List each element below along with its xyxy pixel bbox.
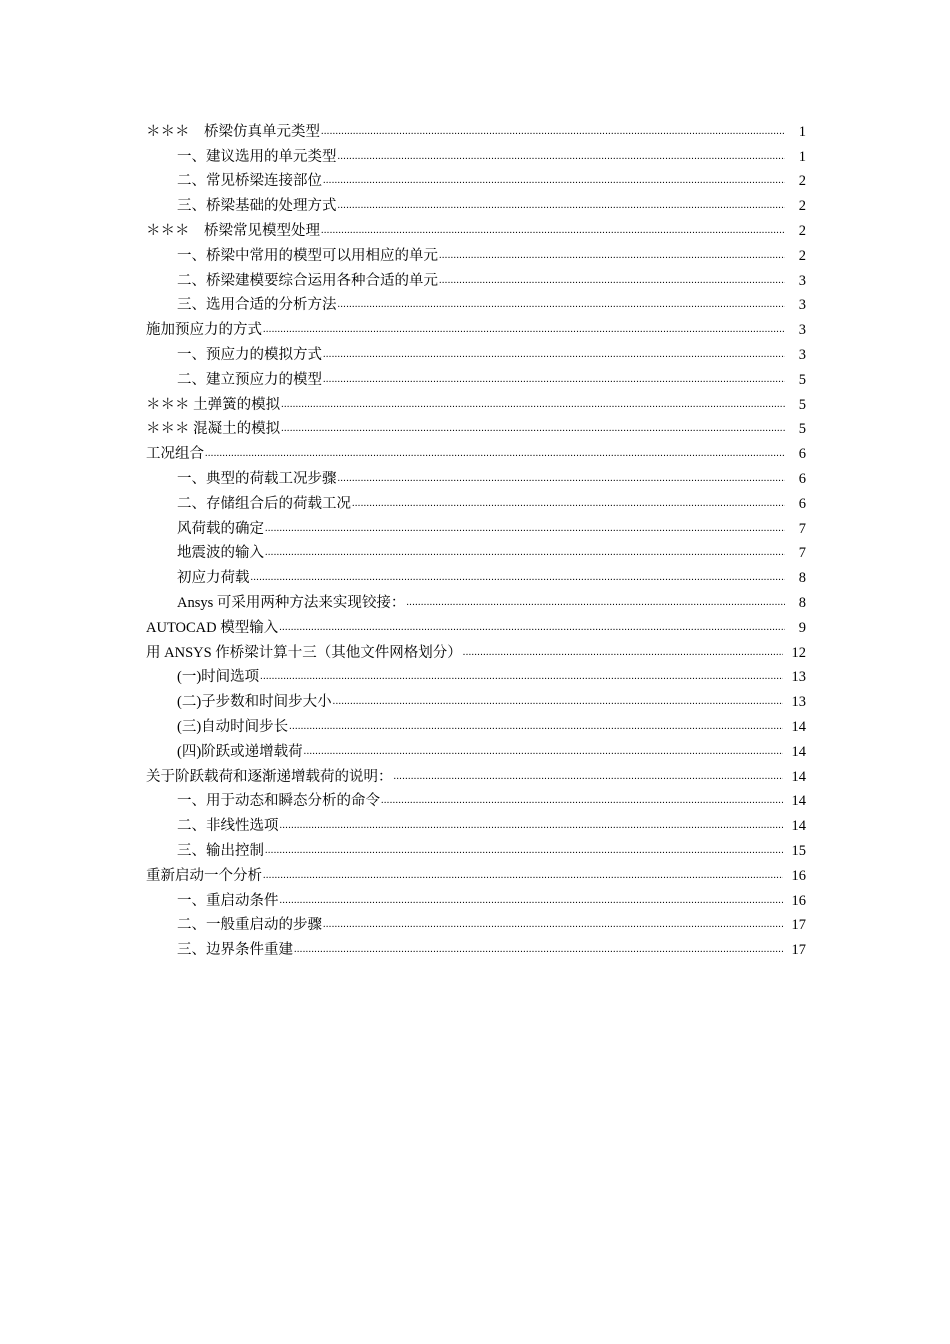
toc-dot-leader — [265, 844, 783, 858]
toc-entry[interactable] — [146, 934, 806, 959]
toc-entry-page-number: 8 — [798, 570, 806, 587]
toc-entry-page-number: 15 — [791, 842, 806, 859]
toc-entry[interactable] — [146, 662, 806, 687]
toc-entry-title: 风荷载的确定 — [177, 520, 264, 537]
toc-entry-title: 二、常见桥梁连接部位 — [177, 173, 322, 190]
toc-entry[interactable] — [146, 736, 806, 761]
toc-entry-title: 地震波的输入 — [177, 545, 264, 562]
toc-dot-leader — [323, 918, 783, 932]
toc-entry-page-number: 14 — [791, 718, 806, 735]
toc-entry-title: Ansys 可采用两种方法来实现铰接： — [177, 594, 406, 611]
toc-dot-leader — [289, 720, 782, 734]
toc-dot-leader — [381, 794, 783, 808]
toc-dot-leader — [263, 323, 785, 337]
toc-entry-page-number: 7 — [798, 545, 806, 562]
toc-entry-title: (二)子步数和时间步大小 — [177, 694, 332, 711]
toc-entry-title: 一、桥梁中常用的模型可以用相应的单元 — [177, 247, 438, 264]
toc-entry-page-number: 6 — [798, 446, 806, 463]
toc-entry-page-number: 8 — [798, 594, 806, 611]
toc-entry-title: 重新启动一个分析 — [146, 867, 262, 884]
toc-entry-page-number: 3 — [798, 272, 806, 289]
toc-dot-leader — [260, 670, 782, 684]
toc-entry[interactable] — [146, 265, 806, 290]
toc-entry-page-number: 14 — [791, 743, 806, 760]
toc-entry-title: 二、一般重启动的步骤 — [177, 917, 322, 934]
toc-entry-page-number: 14 — [791, 768, 806, 785]
toc-dot-leader — [338, 298, 786, 312]
toc-dot-leader — [323, 174, 785, 188]
toc-dot-leader — [338, 472, 786, 486]
toc-entry-title: 关于阶跃载荷和逐渐递增载荷的说明： — [146, 768, 393, 785]
toc-dot-leader — [463, 646, 783, 660]
toc-dot-leader — [265, 522, 785, 536]
toc-entry-title: 初应力荷载 — [177, 570, 250, 587]
toc-entry[interactable] — [146, 761, 806, 786]
toc-entry-page-number: 14 — [791, 818, 806, 835]
toc-entry-page-number: 16 — [791, 892, 806, 909]
toc-entry-title: 一、预应力的模拟方式 — [177, 346, 322, 363]
toc-entry[interactable] — [146, 885, 806, 910]
toc-entry-title: 三、边界条件重建 — [177, 942, 293, 959]
toc-entry-title: 一、用于动态和瞬态分析的命令 — [177, 793, 380, 810]
toc-entry[interactable] — [146, 711, 806, 736]
toc-entry-page-number: 3 — [798, 297, 806, 314]
toc-entry-title: 二、建立预应力的模型 — [177, 371, 322, 388]
toc-dot-leader — [280, 819, 783, 833]
toc-entry-title: 工况组合 — [146, 446, 204, 463]
toc-entry-page-number: 13 — [791, 694, 806, 711]
toc-dot-leader — [439, 249, 785, 263]
toc-dot-leader — [304, 745, 783, 759]
toc-entry-page-number: 17 — [791, 917, 806, 934]
toc-entry-page-number: 6 — [798, 495, 806, 512]
toc-entry[interactable] — [146, 637, 806, 662]
toc-dot-leader — [321, 224, 785, 238]
toc-entry-page-number: 3 — [798, 346, 806, 363]
toc-entry[interactable] — [146, 786, 806, 811]
table-of-contents — [146, 116, 806, 959]
toc-entry-title: AUTOCAD 模型输入 — [146, 619, 279, 636]
toc-entry-page-number: 2 — [798, 198, 806, 215]
toc-entry-page-number: 2 — [798, 222, 806, 239]
toc-entry[interactable] — [146, 290, 806, 315]
toc-entry-page-number: 17 — [791, 942, 806, 959]
toc-dot-leader — [281, 398, 785, 412]
toc-dot-leader — [333, 695, 783, 709]
toc-entry[interactable] — [146, 116, 806, 141]
toc-entry-title: 二、存储组合后的荷载工况 — [177, 495, 351, 512]
toc-dot-leader — [352, 497, 785, 511]
toc-entry-title: ＊＊＊ 土弹簧的模拟 — [146, 396, 281, 413]
toc-entry-page-number: 1 — [798, 148, 806, 165]
toc-entry[interactable] — [146, 835, 806, 860]
toc-entry-page-number: 2 — [798, 173, 806, 190]
toc-dot-leader — [205, 447, 785, 461]
toc-entry[interactable] — [146, 190, 806, 215]
toc-entry-title: ＊＊＊ 桥梁仿真单元类型 — [146, 123, 320, 140]
toc-entry[interactable] — [146, 612, 806, 637]
toc-dot-leader — [323, 348, 785, 362]
toc-dot-leader — [294, 943, 783, 957]
toc-entry-title: 一、典型的荷载工况步骤 — [177, 470, 337, 487]
toc-entry[interactable] — [146, 141, 806, 166]
toc-entry-page-number: 3 — [798, 322, 806, 339]
toc-entry-title: (四)阶跃或递增载荷 — [177, 743, 303, 760]
toc-dot-leader — [439, 274, 785, 288]
toc-entry[interactable] — [146, 389, 806, 414]
toc-dot-leader — [338, 199, 786, 213]
toc-entry[interactable] — [146, 339, 806, 364]
toc-entry-page-number: 5 — [798, 421, 806, 438]
toc-entry[interactable] — [146, 314, 806, 339]
toc-entry-title: (一)时间选项 — [177, 669, 260, 686]
toc-entry[interactable] — [146, 513, 806, 538]
toc-dot-leader — [406, 596, 785, 610]
toc-entry[interactable] — [146, 686, 806, 711]
toc-entry-page-number: 16 — [791, 867, 806, 884]
toc-dot-leader — [338, 150, 786, 164]
toc-entry-title: (三)自动时间步长 — [177, 718, 289, 735]
toc-dot-leader — [281, 422, 785, 436]
toc-entry[interactable] — [146, 215, 806, 240]
toc-entry-page-number: 13 — [791, 669, 806, 686]
toc-entry[interactable] — [146, 587, 806, 612]
toc-entry[interactable] — [146, 910, 806, 935]
toc-entry[interactable] — [146, 364, 806, 389]
toc-dot-leader — [321, 125, 785, 139]
toc-entry-title: 二、非线性选项 — [177, 818, 279, 835]
toc-entry-title: 施加预应力的方式 — [146, 322, 262, 339]
toc-entry-title: ＊＊＊ 桥梁常见模型处理 — [146, 222, 320, 239]
toc-entry[interactable] — [146, 463, 806, 488]
toc-entry[interactable] — [146, 166, 806, 191]
toc-entry-page-number: 5 — [798, 371, 806, 388]
toc-dot-leader — [280, 894, 783, 908]
toc-entry[interactable] — [146, 438, 806, 463]
toc-entry[interactable] — [146, 562, 806, 587]
toc-entry-title: 一、重启动条件 — [177, 892, 279, 909]
toc-dot-leader — [263, 869, 783, 883]
toc-entry-title: 三、桥梁基础的处理方式 — [177, 198, 337, 215]
toc-dot-leader — [323, 373, 785, 387]
toc-entry-page-number: 5 — [798, 396, 806, 413]
toc-entry[interactable] — [146, 414, 806, 439]
toc-entry[interactable] — [146, 488, 806, 513]
toc-entry[interactable] — [146, 240, 806, 265]
toc-entry-title: 三、输出控制 — [177, 842, 264, 859]
toc-entry-page-number: 12 — [791, 644, 806, 661]
toc-entry-title: 二、桥梁建模要综合运用各种合适的单元 — [177, 272, 438, 289]
toc-entry-page-number: 1 — [798, 123, 806, 140]
toc-entry[interactable] — [146, 538, 806, 563]
toc-entry-title: 用 ANSYS 作桥梁计算十三（其他文件网格划分） — [146, 644, 462, 661]
toc-entry-page-number: 14 — [791, 793, 806, 810]
toc-entry-title: ＊＊＊ 混凝土的模拟 — [146, 421, 281, 438]
toc-entry-title: 三、选用合适的分析方法 — [177, 297, 337, 314]
toc-entry-page-number: 6 — [798, 470, 806, 487]
toc-dot-leader — [279, 621, 785, 635]
toc-entry-page-number: 2 — [798, 247, 806, 264]
toc-entry-title: 一、建议选用的单元类型 — [177, 148, 337, 165]
toc-entry-page-number: 9 — [798, 619, 806, 636]
toc-dot-leader — [265, 546, 785, 560]
toc-entry[interactable] — [146, 860, 806, 885]
toc-dot-leader — [251, 571, 786, 585]
toc-entry-page-number: 7 — [798, 520, 806, 537]
toc-entry[interactable] — [146, 810, 806, 835]
toc-dot-leader — [394, 770, 783, 784]
